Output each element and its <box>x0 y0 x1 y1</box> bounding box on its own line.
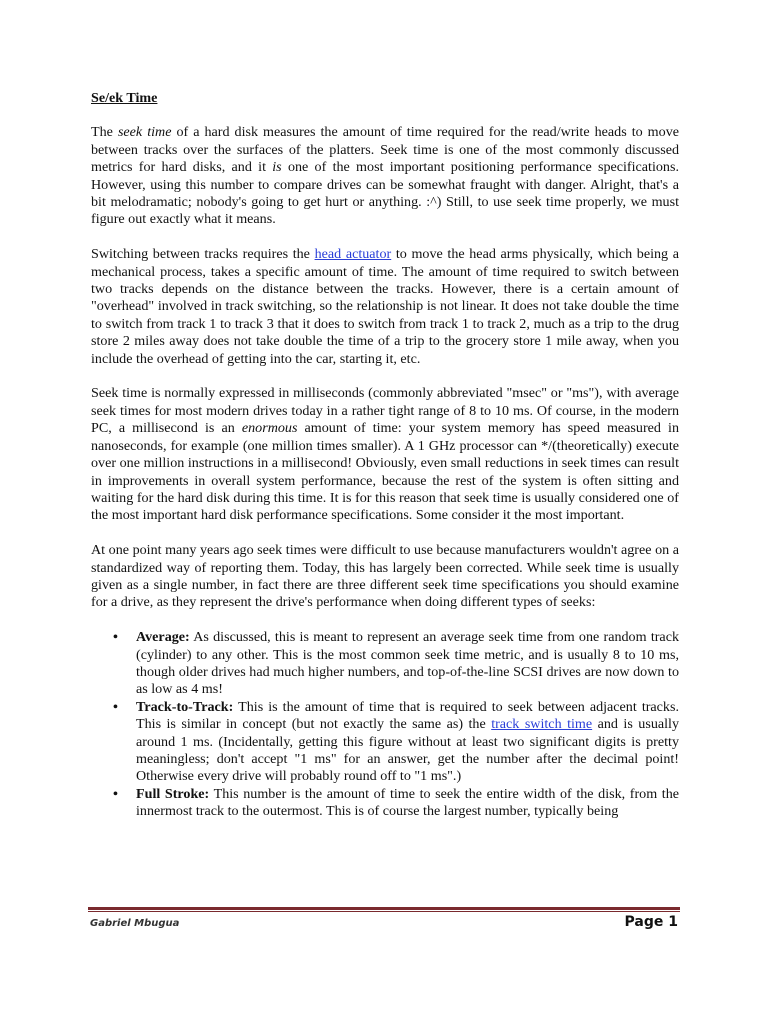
full-stroke-description: This number is the amount of time to seek the entire width of the disk, from the innermost track to the outermost. This is of course the largest number, typically being <box>136 785 679 820</box>
p3-emphasis-enormous: enormous <box>241 420 298 437</box>
term-average: Average: <box>136 629 190 646</box>
section-heading: Se/ek Time <box>91 90 158 106</box>
list-item-track-to-track <box>91 699 679 786</box>
bullet-icon: • <box>113 629 118 646</box>
p3-text-a: Seek time is normally expressed in milliseconds (commonly abbreviated "msec" or "ms"), with average seek times for most modern drives today in a rather tight range of 8 to 10 ms. Of course, in the modern PC, a millisecond is an <box>91 385 679 437</box>
p1-emphasis-is: is <box>272 159 282 176</box>
track-switch-time-link[interactable]: track switch time <box>491 716 593 733</box>
track-to-track-text-a: This is the amount of time that is required to seek between adjacent tracks. This is similar in concept (but not exactly the same as) the <box>136 698 679 733</box>
track-to-track-text-b: and is usually around 1 ms. (Incidentally, getting this figure without at least two significant digits is pretty meaningless; don't accept "1 ms" for an answer, get the number after the decimal point! Otherwise every drive will probably round off to "1 ms".) <box>136 716 679 785</box>
list-item-full-stroke <box>91 786 679 821</box>
seek-time-types-list <box>91 629 679 820</box>
p1-text-c: one of the most important positioning performance specifications. However, using this number to compare drives can be somewhat fraught with danger. Alright, that's a bit melodramatic; nobody's going to get hurt or anything. :^) Still, to use seek time properly, we must figure out exactly what it means. <box>91 159 679 228</box>
footer-divider-thin <box>88 911 680 912</box>
footer-author: Gabriel Mbugua <box>90 918 180 929</box>
p2-text-b: to move the head arms physically, which being a mechanical process, takes a specific amount of time. The amount of time required to switch between two tracks depends on the distance between the tracks. However, there is a certain amount of "overhead" involved in track switching, so the relationship is not linear. It does not take double the time to switch from track 1 to track 3 that it does to switch from track 1 to track 2, much as a trip to the drug store 2 miles away does not take double the time of a trip to the grocery store 1 mile away, when you include the overhead of getting into the car, starting it, etc. <box>91 246 680 367</box>
bullet-icon: • <box>113 785 118 802</box>
paragraph-2 <box>91 246 679 368</box>
list-item-average <box>91 629 679 699</box>
bullet-icon: • <box>113 698 118 715</box>
term-track-to-track: Track-to-Track: <box>136 698 234 715</box>
p1-text-b: of a hard disk measures the amount of time required for the read/write heads to move between tracks over the surfaces of the platters. Seek time is one of the most commonly discussed metrics for hard disks, and it <box>91 124 679 176</box>
p2-text-a: Switching between tracks requires the <box>91 246 315 263</box>
paragraph-3 <box>91 385 679 524</box>
average-description: As discussed, this is meant to represent an average seek time from one random track (cylinder) to any other. This is the most common seek time metric, and is usually 8 to 10 ms, though older drives had much higher numbers, and top-of-the-line SCSI drives are now down to as low as 4 ms! <box>136 629 679 698</box>
document-body <box>91 90 679 821</box>
p3-text-b: amount of time: your system memory has speed measured in nanoseconds, for example (one million times smaller). A 1 GHz processor can */(theoretically) execute over one million instructions in a millisecond! Obviously, even small reductions in seek times can result in improvements in overall system performance, because the rest of the system is often sitting and waiting for the hard disk during this time. It is for this reason that seek time is usually considered one of the most important hard disk performance specifications. Some consider it the most important. <box>91 420 679 524</box>
head-actuator-link[interactable]: head actuator <box>314 246 392 263</box>
paragraph-1 <box>91 124 679 228</box>
page-number: Page 1 <box>624 914 678 930</box>
paragraph-4: At one point many years ago seek times were difficult to use because manufacturers wouldn't agree on a standardized way of reporting them. Today, this has largely been corrected. While seek time is usually given as a single number, in fact there are three different seek time specifications you should examine for a drive, as they represent the drive's performance when doing different types of seeks: <box>91 542 679 611</box>
p1-text-a: The <box>91 124 118 141</box>
footer-divider <box>88 907 680 910</box>
term-full-stroke: Full Stroke: <box>136 785 210 802</box>
p1-emphasis-seek-time: seek time <box>117 124 172 141</box>
